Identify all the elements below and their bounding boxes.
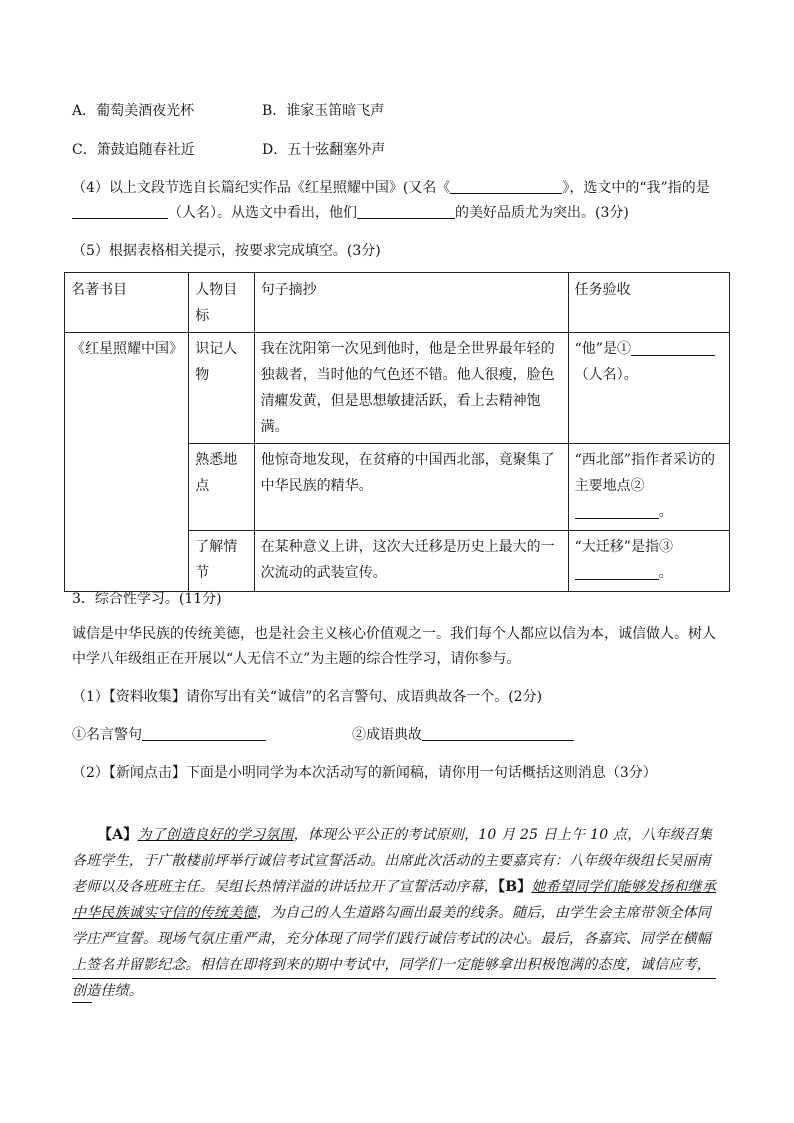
q4-line2-post: 的美好品质尤为突出。(3分) (455, 205, 629, 221)
option-c: C．箫鼓追随春社近 (72, 142, 195, 158)
q4-person-blank[interactable] (72, 203, 168, 219)
row-excerpt: 他惊奇地发现，在贫瘠的中国西北部，竟聚集了中华民族的精华。 (254, 444, 568, 531)
news-article (72, 822, 722, 1004)
q3-heading: 3．综合性学习。(11分) (72, 591, 222, 607)
news-tag-a: 【A】 (98, 827, 138, 843)
q4-quality-blank[interactable] (357, 203, 455, 219)
table-header-row (65, 273, 730, 333)
q4-alias-blank[interactable] (450, 178, 562, 194)
q4-line1-post: 》，选文中的“我”指的是 (562, 180, 710, 196)
row-excerpt: 在某种意义上讲，这次大迁移是历史上最大的一次流动的武装宣传。 (254, 531, 568, 592)
news-a-underlined: 为了创造良好的学习氛围 (137, 827, 294, 843)
idiom-blank[interactable] (422, 725, 574, 741)
task-text-end: 。 (658, 504, 673, 520)
news-b-underlined: 她希望同学们能够发扬和继承中华民族诚实守信的传统美德 (72, 879, 717, 921)
row-excerpt: 我在沈阳第一次见到他时，他是全世界最年轻的独裁者，当时他的气色还不错。他人很瘦，脸色清癯发黄，但是思想敏捷活跃，看上去精神饱满。 (254, 333, 568, 444)
row-task (568, 531, 729, 592)
motto-blank[interactable] (142, 725, 266, 741)
classics-table (64, 272, 730, 592)
row-target: 熟悉地点 (189, 444, 254, 531)
task-text: “他”是① (574, 341, 631, 357)
table-row (65, 333, 730, 444)
option-d: D．五十弦翻塞外声 (262, 142, 386, 158)
motto-label: ①名言警句 (72, 727, 142, 743)
news-tag-b: 【B】 (498, 879, 532, 895)
task-text-end: 。 (658, 565, 673, 581)
header-task: 任务验收 (568, 273, 729, 333)
q5-prompt: （5）根据表格相关提示，按要求完成填空。(3分) (72, 243, 381, 259)
news-part2: ，为自己的人生道路勾画出最美的线条。随后，由学生会主席带领全体同学庄严宣誓。现场气氛庄重严肃，充分体现了同学们践行诚信考试的决心。最后，各嘉宾、同学在横幅上签名并留影纪念。相信在即将到来的期中考试中，同学们一定能够拿出积极饱满的态度，诚信应考，创造佳绩。 (72, 905, 712, 999)
q3-sub2: （2）【新闻点击】下面是小明同学为本次活动写的新闻稿，请你用一句话概括这则消息（3分） (72, 765, 657, 781)
q3-intro-line1: 诚信是中华民族的传统美德，也是社会主义核心价值观之一。我们每个人都应以信为本，诚信做人。树人 (72, 626, 716, 642)
row-task (568, 444, 729, 531)
news-part1: ，体现公平公正的考试原则，10 月 25 日上午 10 点，八年级召集各班学生，于广散楼前坪举行诚信考试宣誓活动。出席此次活动的主要嘉宾有：八年级年级组长吴丽南老师以及各班班主任。吴组长热情洋溢的讲话拉开了宣誓活动序幕， (72, 827, 713, 895)
header-target: 人物目标 (189, 273, 254, 333)
q4-line2-mid: （人名）。从选文中看出，他们 (168, 205, 357, 221)
row-target: 识记人物 (189, 333, 254, 444)
task-text-end: （人名）。 (574, 367, 638, 383)
q3-sub1-answers (72, 724, 574, 744)
header-book: 名著书目 (65, 273, 189, 333)
q3-intro-line2: 中学八年级组正在开展以“人无信不立”为主题的综合性学习，请你参与。 (72, 651, 521, 667)
q3-sub1: （1）【资料收集】请你写出有关“诚信”的名言警句、成语典故各一个。(2分) (72, 689, 543, 705)
book-title: 《红星照耀中国》 (65, 333, 189, 592)
idiom-label: ②成语典故 (352, 727, 422, 743)
row-target: 了解情节 (189, 531, 254, 592)
task-text: “大迁移”是指③ (574, 539, 673, 555)
q4-line2 (72, 202, 629, 222)
header-excerpt: 句子摘抄 (254, 273, 568, 333)
summary-answer-line[interactable] (72, 978, 716, 979)
option-a: A．葡萄美酒夜光杯 (72, 103, 195, 119)
summary-answer-line-end[interactable] (72, 1002, 92, 1003)
answer-blank-1[interactable] (631, 339, 715, 356)
row-task (568, 333, 729, 444)
answer-blank-2[interactable] (575, 502, 659, 519)
option-b: B．谁家玉笛暗飞声 (262, 103, 385, 119)
q4-line1-pre: （4）以上文段节选自长篇纪实作品《红星照耀中国》(又名《 (72, 180, 451, 196)
task-text: “西北部”指作者采访的主要地点② (574, 452, 715, 494)
q4-line1 (72, 177, 710, 197)
answer-blank-3[interactable] (575, 563, 659, 580)
